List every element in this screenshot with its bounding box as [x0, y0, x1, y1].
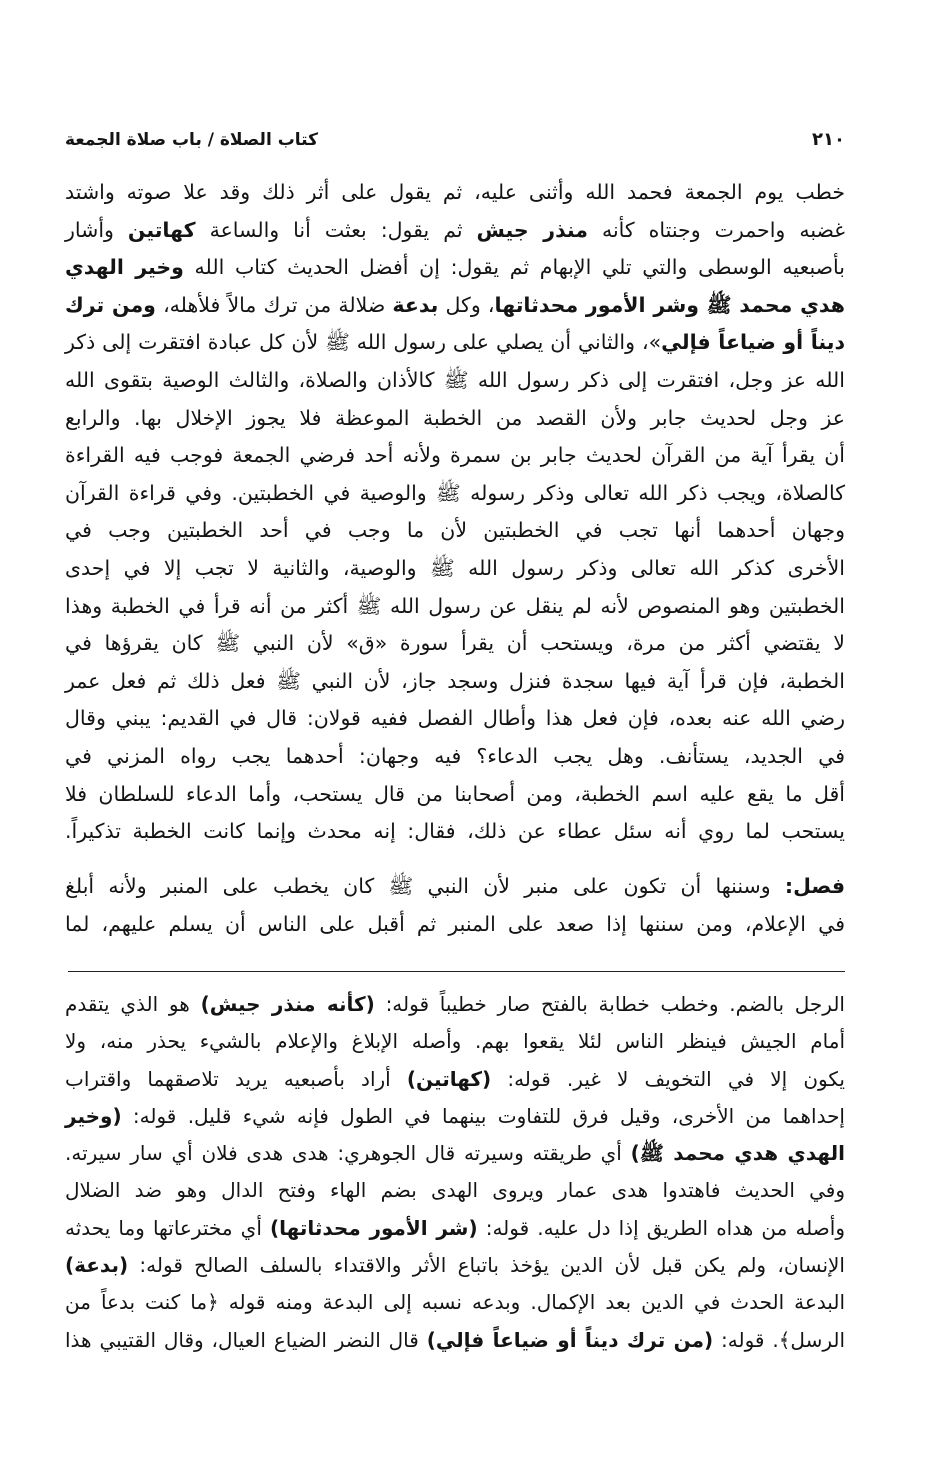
- bold-text: (كهاتين): [406, 1066, 492, 1091]
- paragraph: [65, 174, 845, 851]
- text-run: »، والثاني أن يصلي على رسول الله ﷺ لأن كل عبادة افتقرت إلى ذكر: [65, 330, 662, 355]
- paragraph-fasl: [65, 868, 845, 943]
- text-run: أمام الجيش فينظر الناس لئلا يقعوا بهم. وأصله الإبلاغ والإعلام بالشيء يحذر منه، ولا: [65, 1029, 845, 1054]
- main-text-line: [65, 362, 845, 400]
- text-run: الأخرى كذكر الله تعالى وذكر رسول الله ﷺ والوصية، والثانية لا تجب إلا في إحدى: [65, 555, 845, 580]
- main-text-line: [65, 588, 845, 626]
- text-run: أي طريقته وسيرته قال الجوهري: هدى هدى فلان أي سار سيرته.: [65, 1141, 631, 1166]
- bold-text: (بدعة): [65, 1253, 129, 1278]
- text-run: كالصلاة، ويجب ذكر الله تعالى وذكر رسوله ﷺ والوصية في الخطبتين. وفي قراءة القرآن: [65, 480, 845, 505]
- footnote-line: [65, 1210, 845, 1247]
- main-text-line: [65, 512, 845, 550]
- main-text-line: [65, 738, 845, 776]
- main-text-line: [65, 212, 845, 250]
- text-run: إحداهما من الأخرى، وقيل فرق للتفاوت بينهما في الطول فإنه شيء قليل. قوله:: [121, 1103, 845, 1128]
- text-run: أقل ما يقع عليه اسم الخطبة، ومن أصحابنا من قال يستحب، وأما الدعاء للسلطان فلا: [65, 781, 845, 806]
- bold-text: الهدي هدي محمد ﷺ): [630, 1141, 845, 1166]
- text-run: أن يقرأ آية من القرآن لحديث جابر بن سمرة ولأنه أحد فرضي الجمعة فوجب فيه القراءة: [65, 443, 845, 468]
- text-run: أراد بأصبعيه يريد تلاصقهما واقتراب: [65, 1066, 407, 1091]
- bold-text: هدي محمد ﷺ وشر الأمور محدثاتها: [494, 292, 845, 317]
- main-text-line: [65, 663, 845, 701]
- running-header: [65, 124, 845, 156]
- text-run: وأشار: [65, 217, 128, 242]
- bold-text: (وخير: [65, 1103, 122, 1128]
- main-text-line: [65, 174, 845, 212]
- main-text-line: [65, 249, 845, 287]
- footnote-line: [65, 1284, 845, 1321]
- bold-text: كهاتين: [127, 217, 196, 242]
- bold-text: ديناً أو ضياعاً فإلي: [661, 330, 845, 355]
- main-text-line: [65, 813, 845, 851]
- main-text-line: [65, 437, 845, 475]
- running-title: كتاب الصلاة / باب صلاة الجمعة: [65, 130, 318, 150]
- main-text-line: [65, 400, 845, 438]
- text-run: الرجل بالضم. وخطب خطابة بالفتح صار خطيباً قوله:: [374, 992, 845, 1016]
- main-text-line: [65, 700, 845, 738]
- text-run: الرسل﴾. قوله:: [713, 1327, 846, 1352]
- text-run: لا يقتضي أكثر من مرة، ويستحب أن يقرأ سورة «ق» لأن النبي ﷺ كان يقرؤها في: [65, 631, 845, 656]
- bold-text: ومن ترك: [65, 292, 156, 317]
- bold-text: منذر جيش: [476, 217, 588, 242]
- text-run: البدعة الحدث في الدين بعد الإكمال. وبدعه نسبه إلى البدعة ومنه قوله ﴿ما كنت بدعاً من: [65, 1290, 845, 1315]
- footnote-line: [65, 1172, 845, 1209]
- footnote-line: [65, 1135, 845, 1172]
- footnotes: [65, 986, 845, 1359]
- text-run: الإنسان، ولم يكن قبل لأن الدين يؤخذ باتباع الأثر والاقتداء بالسلف الصالح قوله:: [128, 1253, 845, 1278]
- text-run: ضلالة من ترك مالاً فلأهله،: [155, 292, 393, 317]
- text-run: بأصبعيه الوسطى والتي تلي الإبهام ثم يقول: إن أفضل الحديث كتاب الله: [183, 255, 846, 280]
- text-run: يكون إلا في التخويف لا غير. قوله:: [491, 1066, 846, 1091]
- page-number: ٢١٠: [812, 129, 845, 150]
- bold-text: (كأنه منذر جيش): [200, 992, 375, 1016]
- main-text-line: [65, 868, 845, 906]
- text-run: الخطبة، فإن قرأ آية فيها سجدة فنزل وسجد جاز، لأن النبي ﷺ فعل ذلك ثم فعل عمر: [65, 668, 845, 693]
- main-text-line: [65, 550, 845, 588]
- main-text-line: [65, 324, 845, 362]
- bold-text: بدعة: [392, 292, 439, 317]
- main-text-line: [65, 287, 845, 325]
- main-text-line: [65, 776, 845, 814]
- footnote-separator: [68, 971, 845, 972]
- text-run: الخطبتين وهو المنصوص لأنه لم ينقل عن رسول الله ﷺ أكثر من أنه قرأ في الخطبة وهذا: [65, 593, 845, 618]
- text-run: في الجديد، يستأنف. وهل يجب الدعاء؟ فيه وجهان: أحدهما يجب رواه المزني في: [65, 743, 845, 768]
- main-text: [65, 174, 845, 943]
- main-text-line: [65, 906, 845, 944]
- text-run: وفي الحديث فاهتدوا هدى عمار ويروى الهدى بضم الهاء وفتح الدال وهو ضد الضلال: [65, 1178, 845, 1203]
- text-run: وسننها أن تكون على منبر لأن النبي ﷺ كان يخطب على المنبر ولأنه أبلغ: [65, 874, 785, 899]
- text-run: رضي الله عنه بعده، فإن فعل هذا وأطال الفصل ففيه قولان: قال في القديم: يبني وقال: [65, 706, 845, 731]
- text-run: خطب يوم الجمعة فحمد الله وأثنى عليه، ثم يقول على أثر ذلك وقد علا صوته واشتد: [65, 180, 845, 204]
- main-text-line: [65, 475, 845, 513]
- main-text-line: [65, 625, 845, 663]
- text-run: وأصله من هداه الطريق إذا دل عليه. قوله:: [477, 1215, 845, 1240]
- text-run: قال النضر الضياع العيال، وقال القتيبي هذا: [65, 1327, 427, 1352]
- text-run: غضبه واحمرت وجنتاه كأنه: [587, 217, 845, 242]
- footnote-line: [65, 1322, 845, 1359]
- bold-text: وخير الهدي: [65, 255, 184, 280]
- text-run: الله عز وجل، افتقرت إلى ذكر رسول الله ﷺ كالأذان والصلاة، والثالث الوصية بتقوى الله: [65, 367, 845, 392]
- text-run: أي مخترعاتها وما يحدثه: [65, 1215, 270, 1240]
- text-run: عز وجل لحديث جابر ولأن القصد من الخطبة الموعظة فلا يجوز الإخلال بها. والرابع: [65, 405, 845, 430]
- text-run: ، وكل: [438, 292, 495, 317]
- text-run: ثم يقول: بعثت أنا والساعة: [195, 217, 477, 242]
- footnote-line: [65, 986, 845, 1023]
- text-run: وجهان أحدهما أنها تجب في الخطبتين لأن ما وجب في أحد الخطبتين وجب في: [65, 518, 845, 543]
- footnote-line: [65, 1023, 845, 1060]
- footnote-line: [65, 1247, 845, 1284]
- bold-text: فصل:: [784, 874, 845, 899]
- footnote-line: [65, 1098, 845, 1135]
- bold-text: (من ترك ديناً أو ضياعاً فإلي): [426, 1327, 714, 1352]
- bold-text: (شر الأمور محدثاتها): [270, 1215, 478, 1240]
- text-run: هو الذي يتقدم: [65, 992, 201, 1016]
- footnote-line: [65, 1061, 845, 1098]
- text-run: في الإعلام، ومن سننها إذا صعد على المنبر ثم أقبل على الناس أن يسلم عليهم، لما: [65, 911, 845, 936]
- text-run: يستحب لما روي أنه سئل عطاء عن ذلك، فقال: إنه محدث وإنما كانت الخطبة تذكيراً.: [65, 819, 845, 844]
